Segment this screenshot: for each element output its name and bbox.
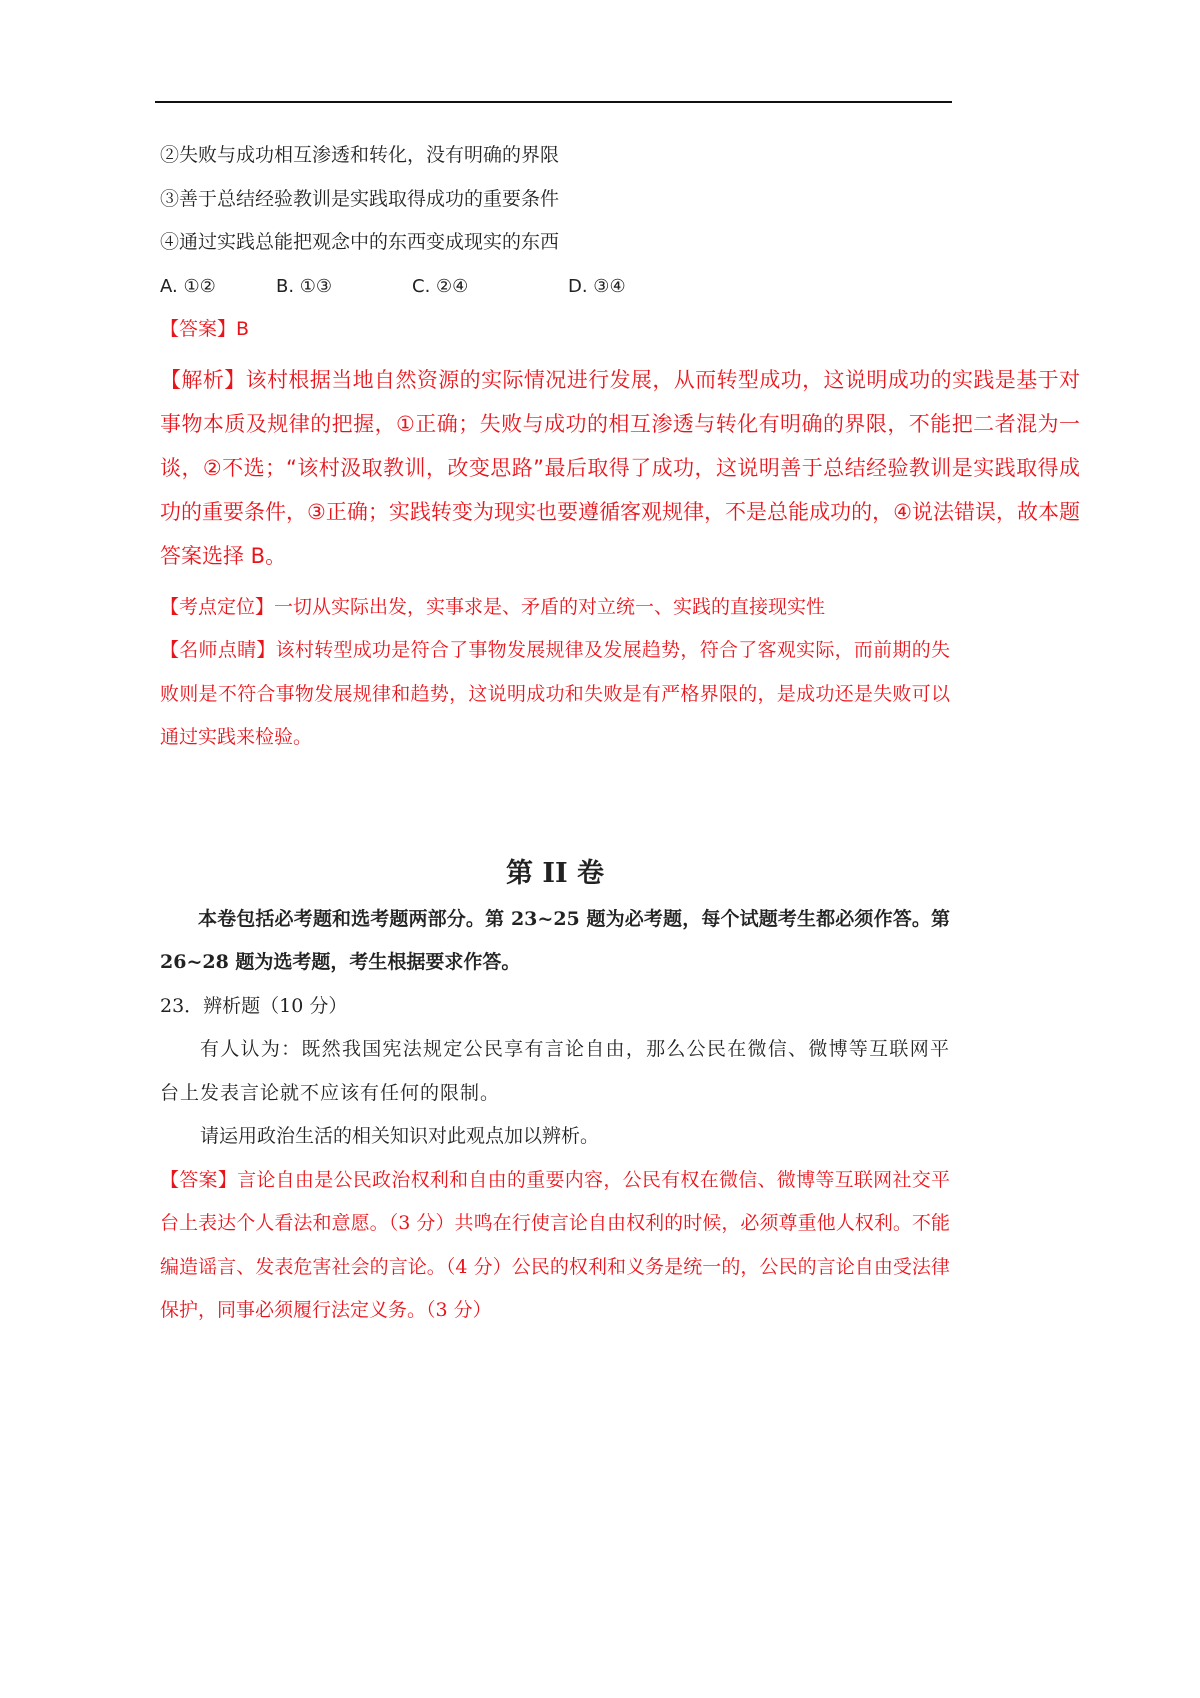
mingshi-label: 【名师点睛】 [160, 639, 276, 661]
q23-answer-label: 【答案】 [160, 1168, 238, 1191]
q23-answer-text: 言论自由是公民政治权利和自由的重要内容，公民有权在微信、微博等互联网社交平台上表达个人看法和意愿。（3 分）共鸣在行使言论自由权利的时候，必须尊重他人权利。不能编造谣言、发表危害社会的言论。（4 分）公民的权利和义务是统一的，公民的言论自由受法律保护，同事必须履行法定义务。（3 分） [160, 1168, 950, 1321]
answer-line [160, 308, 1080, 352]
q23-prompt: 有人认为：既然我国宪法规定公民享有言论自由，那么公民在微信、微博等互联网平台上发表言论就不应该有任何的限制。 [160, 1038, 950, 1104]
q23-instruction: 请运用政治生活的相关知识对此观点加以辨析。 [200, 1125, 600, 1147]
choice-a: A. ①② [160, 275, 216, 297]
analysis-block [160, 358, 1080, 578]
statement-2: ②失败与成功相互渗透和转化，没有明确的界限 [160, 144, 560, 166]
statement-3: ③善于总结经验教训是实践取得成功的重要条件 [160, 187, 560, 210]
choice-d: D. ③④ [568, 275, 626, 297]
kaodian-label: 【考点定位】 [160, 595, 275, 618]
q23-answer [160, 1159, 950, 1333]
section-title: 第 II 卷 [505, 857, 605, 889]
q23-heading: 23．辨析题（10 分） [160, 994, 348, 1017]
mingshi-text: 该村转型成功是符合了事物发展规律及发展趋势，符合了客观实际，而前期的失败则是不符合事物发展规律和趋势，这说明成功和失败是有严格界限的，是成功还是失败可以通过实践来检验。 [160, 639, 950, 748]
answer-label: 【答案】 [160, 318, 237, 340]
analysis-label: 【解析】 [160, 367, 246, 392]
section-intro: 本卷包括必考题和选考题两部分。第 23~25 题为必考题，每个试题考生都必须作答。第 26~28 题为选考题，考生根据要求作答。 [160, 907, 950, 973]
choices-row [160, 265, 1080, 309]
analysis-text: 该村根据当地自然资源的实际情况进行发展，从而转型成功，这说明成功的实践是基于对事物本质及规律的把握，①正确；失败与成功的相互渗透与转化有明确的界限，不能把二者混为一谈，②不选；“该村汲取教训，改变思路”最后取得了成功，这说明善于总结经验教训是实践取得成功的重要条件，③正确；实践转变为现实也要遵循客观规律，不是总能成功的，④说法错误，故本题答案选择 B。 [160, 367, 1081, 568]
kaodian-line [160, 586, 1080, 630]
choice-b: B. ①③ [276, 275, 333, 297]
answer-value: B [236, 318, 250, 340]
choice-c: C. ②④ [412, 275, 469, 297]
header-rule [155, 101, 952, 103]
mingshi-block [160, 629, 950, 760]
statement-4: ④通过实践总能把观念中的东西变成现实的东西 [160, 231, 560, 253]
document-body [160, 134, 1080, 1333]
kaodian-text: 一切从实际出发，实事求是、矛盾的对立统一、实践的直接现实性 [274, 595, 826, 618]
